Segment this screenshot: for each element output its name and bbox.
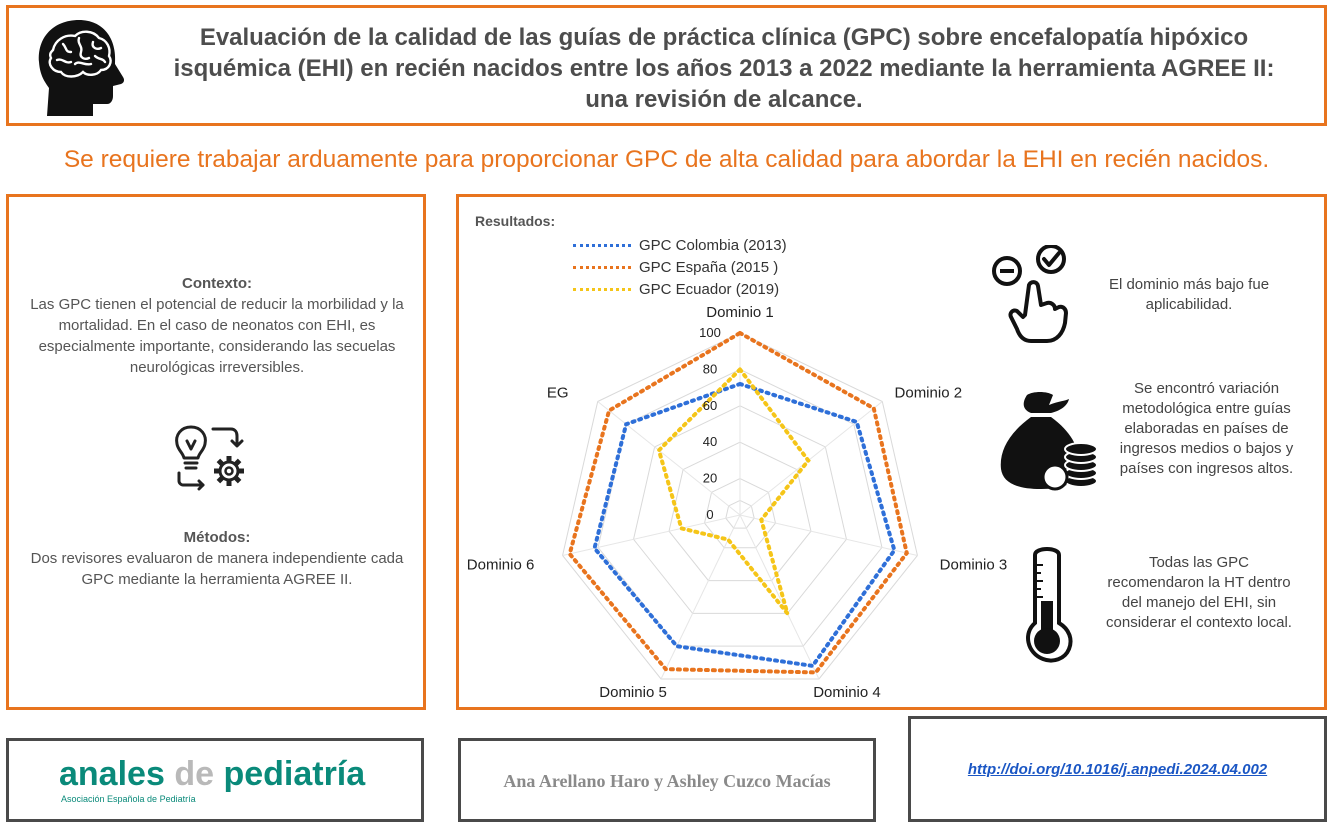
grid-spoke xyxy=(740,402,882,515)
logo-word-de: de xyxy=(174,755,214,793)
hand-checkmark-icon xyxy=(991,245,1081,345)
doi-link[interactable]: http://doi.org/10.1016/j.anpedi.2024.04.002 xyxy=(967,761,1268,778)
axis-label: Dominio 4 xyxy=(813,683,881,701)
grid-spoke xyxy=(740,515,819,679)
journal-logo-subtitle: Asociación Española de Pediatría xyxy=(61,794,196,804)
finding-therapeutic-hypothermia: Todas las GPC recomendaron la HT dentro del manejo del EHI, sin considerar el contexto local. xyxy=(1106,554,1292,631)
money-bag-icon xyxy=(989,389,1099,494)
axis-label: EG xyxy=(546,384,569,402)
brain-head-icon xyxy=(31,16,131,120)
legend-label: GPC Colombia (2013) xyxy=(639,237,787,254)
logo-word-pediatria: pediatría xyxy=(223,755,366,793)
tick-label: 80 xyxy=(702,361,718,377)
doi-box xyxy=(908,716,1327,822)
tick-label: 20 xyxy=(702,470,718,486)
authors: Ana Arellano Haro y Ashley Cuzco Macías xyxy=(503,771,831,791)
finding-applicability: El dominio más bajo fue aplicabilidad. xyxy=(1108,276,1270,313)
tick-label: 40 xyxy=(702,434,718,450)
methods-heading: Métodos: xyxy=(183,529,251,546)
key-message: Se requiere trabajar arduamente para proporcionar GPC de alta calidad para abordar la EHI en recién nacidos. xyxy=(63,146,1270,173)
context-text: Las GPC tienen el potencial de reducir la morbilidad y la mortalidad. En el caso de neonatos con EHI, es especialmente importante, considerando las secuelas neurológicas irreversibles. xyxy=(30,296,404,376)
axis-label: Dominio 6 xyxy=(466,556,535,574)
authors-box xyxy=(458,738,876,822)
tick-label: 100 xyxy=(699,325,721,340)
axis-label: Dominio 5 xyxy=(599,683,667,701)
legend-label: GPC Ecuador (2019) xyxy=(639,281,780,298)
header-banner xyxy=(6,5,1327,126)
context-section xyxy=(27,273,407,378)
axis-label: Dominio 2 xyxy=(894,384,963,402)
thermometer-icon xyxy=(1017,545,1077,663)
axis-label: Dominio 3 xyxy=(939,556,1008,574)
journal-logo xyxy=(59,755,365,794)
finding-methodological-variation: Se encontró variación metodológica entre guías elaboradas en países de ingresos medios o bajos y países con ingresos altos. xyxy=(1119,380,1294,477)
results-heading: Resultados: xyxy=(475,213,556,229)
radar-chart xyxy=(459,197,1019,707)
methods-text: Dos revisores evaluaron de manera independiente cada GPC mediante la herramienta AGREE II. xyxy=(30,550,404,588)
legend-label: GPC España (2015 ) xyxy=(639,259,779,276)
logo-word-anales: anales xyxy=(59,755,165,793)
axis-label: Dominio 1 xyxy=(706,304,774,321)
journal-logo-box xyxy=(6,738,424,822)
results-panel xyxy=(456,194,1327,710)
tick-label: 60 xyxy=(702,397,718,413)
methods-section xyxy=(27,527,407,590)
tick-label: 0 xyxy=(706,507,714,522)
page-title: Evaluación de la calidad de las guías de práctica clínica (GPC) sobre encefalopatía hipóxico isquémica (EHI) en recién nacidos entre los años 2013 a 2022 mediante la herramienta AGREE II: una revisión de alcance. xyxy=(173,24,1275,113)
context-methods-panel xyxy=(6,194,426,710)
context-heading: Contexto: xyxy=(182,275,252,292)
lightbulb-gear-icon xyxy=(173,419,253,491)
